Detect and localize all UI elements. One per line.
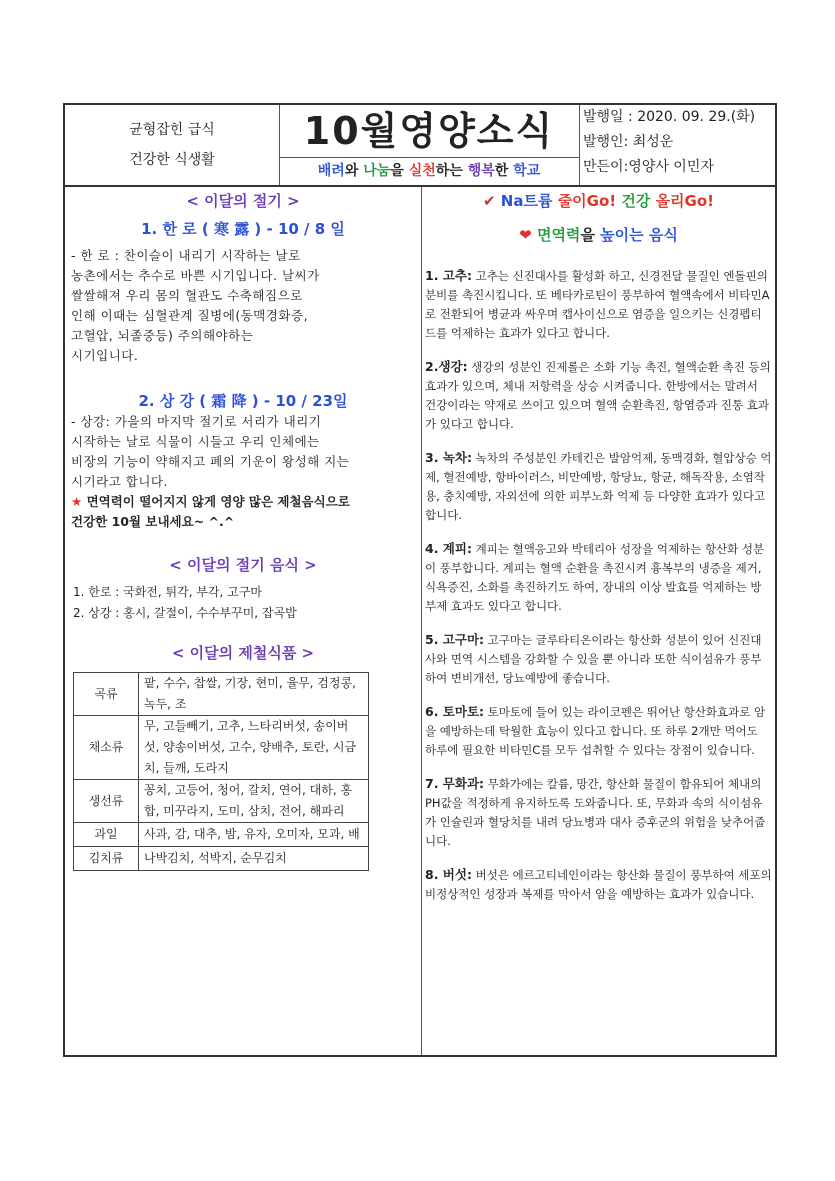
text-line: - 한 로 : 찬이슬이 내리기 시작하는 날로	[71, 248, 301, 263]
food-item	[422, 448, 775, 525]
health-note	[65, 492, 421, 532]
list-item: 2. 상강 : 홍시, 갈절이, 수수부꾸미, 잡곡밥	[73, 606, 297, 620]
text-line: 고혈압, 뇌졸중등) 주의해야하는	[71, 328, 254, 343]
food-item	[422, 774, 775, 851]
table-cell-items: 사과, 감, 대추, 밤, 유자, 오미자, 모과, 배	[139, 823, 369, 847]
text-line: 인해 이때는 심혈관계 질병에(동맥경화증,	[71, 308, 309, 323]
text-line: - 상강: 가을의 마지막 절기로 서리가 내리기	[71, 414, 322, 429]
table-cell-items: 나박김치, 석박지, 순무김치	[139, 847, 369, 871]
term1-text	[65, 246, 421, 366]
text-line: 농촌에서는 추수로 바쁜 시기입니다. 날씨가	[71, 268, 320, 283]
food-item-label: 4. 계피:	[425, 541, 472, 556]
slogan-part: Na트륨	[500, 192, 558, 210]
table-row	[74, 823, 369, 847]
text-line: 비장의 기능이 약해지고 폐의 기운이 왕성해 지는	[71, 454, 350, 469]
slogan-part: 건강	[621, 192, 656, 210]
food-item-text: 녹차의 주성분인 카테킨은 발암억제, 동맥경화, 혈압상승 억제, 혈전예방, 항바이러스, 비만예방, 항당뇨, 항균, 해독작용, 소염작용, 충치예방, 자외선에 의한 피부노화 억제 등 다양한 효과가 있다고 합니다.	[425, 451, 772, 522]
term2-title: 2. 상 강 ( 霜 降 ) - 10 / 23일	[138, 392, 348, 410]
table-cell-items: 무, 고들빼기, 고추, 느타리버섯, 송이버섯, 양송이버섯, 고수, 양배추, 토란, 시금치, 들깨, 도라지	[139, 716, 369, 780]
table-row	[74, 716, 369, 780]
season-section-title: < 이달의 절기 >	[186, 192, 300, 210]
heart-icon: ❤	[519, 226, 532, 244]
slogan-part: 줄이Go!	[557, 192, 622, 210]
food-item	[422, 630, 775, 688]
header-motto	[65, 105, 280, 185]
motto-line-1: 균형잡힌 급식	[129, 122, 215, 138]
food-item	[422, 865, 775, 904]
food-item-text: 생강의 성분인 진제롤은 소화 기능 촉진, 혈액순환 촉진 등의 효과가 있으며, 체내 저항력을 상승 시켜줍니다. 한방에서는 말려서 건강이라는 약재로 쓰이고 있으며 혈액 순환촉진, 항염증과 진통 효과가 있다고 합니다.	[425, 360, 771, 431]
sodium-slogan	[422, 190, 775, 212]
newsletter-sheet	[63, 103, 777, 1057]
food-item-text: 고추는 신진대사를 활성화 하고, 신경전달 물질인 엔돌핀의 분비를 촉진시킵니다. 또 베타카로틴이 풍부하여 혈액속에서 비타민A로 전환되어 병균과 싸우며 캡사이신으로 염증을 일으키는 신경펩티드를 억제하는 효과가 있다고 합니다.	[425, 269, 770, 340]
text-line: 쌀쌀해져 우리 몸의 혈관도 수축해짐으로	[71, 288, 303, 303]
food-item-text: 고구마는 글루타티온이라는 항산화 성분이 있어 신진대사와 면역 시스템을 강화할 수 있을 뿐 아니라 또한 식이섬유가 풍부하여 변비개선, 당뇨예방에 좋습니다.	[425, 633, 762, 685]
table-cell-items: 꽁치, 고등어, 청어, 갈치, 연어, 대하, 홍합, 미꾸라지, 도미, 삼치, 전어, 해파리	[139, 780, 369, 823]
term1-title: 1. 한 로 ( 寒 露 ) - 10 / 8 일	[141, 220, 345, 238]
slogan-word: 하는	[435, 163, 468, 179]
school-slogan	[279, 157, 579, 186]
table-row	[74, 780, 369, 823]
left-column	[65, 187, 422, 1055]
seasonal-food-title: < 이달의 제철식품 >	[171, 644, 315, 662]
food-item-label: 2.생강:	[425, 359, 468, 374]
right-column	[422, 187, 775, 1055]
food-item	[422, 539, 775, 616]
publisher: 발행인: 최성운	[583, 134, 674, 150]
slogan-word: 실천	[408, 163, 436, 179]
slogan-part: 올리Go!	[655, 192, 715, 210]
table-cell-items: 팥, 수수, 찹쌀, 기장, 현미, 율무, 검정콩, 녹두, 조	[139, 673, 369, 716]
food-item-label: 5. 고구마:	[425, 632, 485, 647]
food-item-label: 6. 토마토:	[425, 704, 485, 719]
check-icon: ✔	[482, 192, 496, 210]
slogan-word: 한	[494, 163, 514, 179]
seasonal-food-table	[73, 672, 369, 871]
food-item-label: 7. 무화과:	[425, 776, 485, 791]
motto-line-2: 건강한 식생활	[129, 152, 215, 168]
food-item-label: 8. 버섯:	[425, 867, 472, 882]
subtitle-part: 높이는 음식	[600, 226, 678, 244]
header-info	[579, 105, 779, 185]
food-item	[422, 702, 775, 760]
text-line: 시작하는 날로 식물이 시들고 우리 인체에는	[71, 434, 320, 449]
subtitle-part: 면역력	[531, 226, 581, 244]
table-cell-category: 곡류	[74, 673, 139, 716]
immunity-subtitle	[422, 224, 775, 246]
subtitle-part: 을	[580, 226, 601, 244]
slogan-word: 나눔	[363, 163, 391, 179]
food-item-label: 1. 고추:	[425, 268, 472, 283]
food-item-text: 무화가에는 칼륨, 망간, 항산화 물질이 함유되어 체내의 PH값을 적정하게 유지하도록 도와줍니다. 또, 무화과 속의 식이섬유가 인슐린과 혈당치를 내려 당뇨병과 대사 증후군의 위험을 낮추어줍니다.	[425, 777, 766, 848]
page-title: 10월영양소식	[303, 109, 555, 153]
table-cell-category: 김치류	[74, 847, 139, 871]
term2-text	[65, 412, 421, 492]
table-cell-category: 채소류	[74, 716, 139, 780]
note-line-2: 건강한 10월 보내세요~ ^.^	[71, 514, 235, 529]
slogan-word: 을	[390, 163, 409, 179]
food-item-text: 토마토에 들어 있는 라이코펜은 뛰어난 항산화효과로 암을 예방하는데 탁월한 효능이 있다고 합니다. 또 하루 2개만 먹어도 하루에 필요한 비타민C를 모두 섭취할 수 있다는 장점이 있습니다.	[425, 705, 766, 757]
food-item	[422, 357, 775, 434]
food-item	[422, 266, 775, 343]
food-item-text: 버섯은 에르고티네인이라는 항산화 물질이 풍부하여 세포의 비정상적인 성장과 복제를 막아서 암을 예방하는 효과가 있습니다.	[425, 868, 772, 901]
note-line-1: 면역력이 떨어지지 않게 영양 많은 제철음식으로	[82, 494, 350, 509]
slogan-word: 행복	[467, 163, 495, 179]
header-title-block	[279, 105, 580, 185]
food-item-label: 3. 녹차:	[425, 450, 472, 465]
table-row	[74, 673, 369, 716]
star-icon: ★	[71, 494, 83, 509]
list-item: 1. 한로 : 국화전, 튀각, 부각, 고구마	[73, 585, 262, 599]
slogan-word: 배려	[317, 163, 345, 179]
food-item-text: 계피는 혈액응고와 박테리아 성장을 억제하는 항산화 성분이 풍부합니다. 계피는 혈액 순환을 촉진시켜 흉복부의 냉증을 제거, 식욕증진, 소화를 촉진하기도 하여, 장내의 이상 발효를 억제하는 방부제 효과도 있다고 합니다.	[425, 542, 765, 613]
issue-date: 발행일 : 2020. 09. 29.(화)	[583, 109, 756, 125]
season-food-list	[65, 582, 421, 624]
text-line: 시기입니다.	[71, 348, 139, 363]
slogan-word: 학교	[513, 163, 541, 179]
header	[65, 105, 775, 187]
text-line: 시기라고 합니다.	[71, 474, 168, 489]
slogan-word: 와	[344, 163, 364, 179]
table-cell-category: 생선류	[74, 780, 139, 823]
table-row	[74, 847, 369, 871]
author: 만든이:영양사 이민자	[583, 159, 714, 175]
table-cell-category: 과일	[74, 823, 139, 847]
season-food-title: < 이달의 절기 음식 >	[169, 556, 317, 574]
